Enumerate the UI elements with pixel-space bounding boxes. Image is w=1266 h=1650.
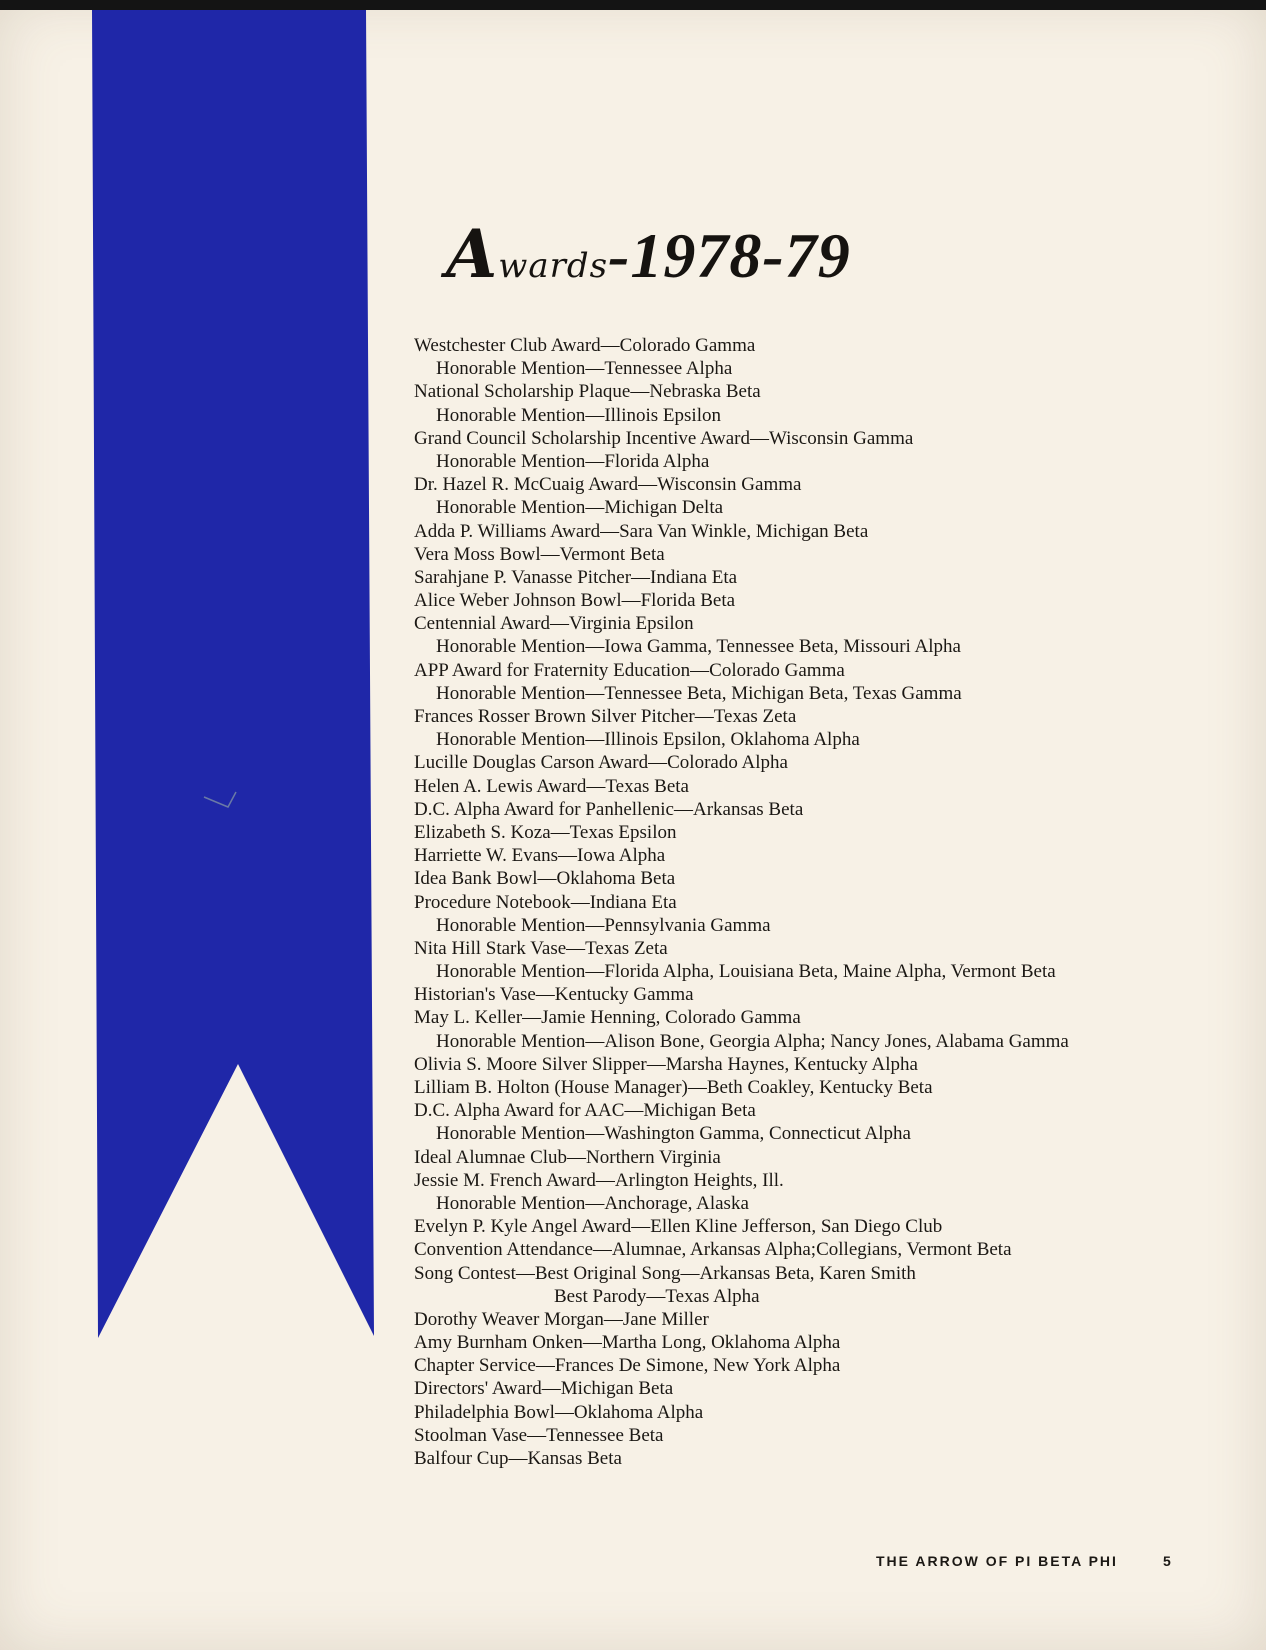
award-entry: National Scholarship Plaque—Nebraska Beta [414,381,761,403]
award-entry: Song Contest—Best Original Song—Arkansas Beta, Karen Smith [414,1262,916,1284]
award-sub-entry: Honorable Mention—Florida Alpha [436,450,710,472]
award-sub-entry: Honorable Mention—Pennsylvania Gamma [436,914,771,936]
award-entry: Lucille Douglas Carson Award—Colorado Alpha [414,752,788,774]
award-entry: Ideal Alumnae Club—Northern Virginia [414,1146,721,1168]
award-entry: Olivia S. Moore Silver Slipper—Marsha Haynes, Kentucky Alpha [414,1053,918,1075]
title-years: -1978-79 [608,220,851,291]
award-entry: Frances Rosser Brown Silver Pitcher—Texas Zeta [414,706,797,727]
award-sub-entry: Honorable Mention—Illinois Epsilon [436,404,721,426]
awards-list [414,334,1184,1470]
award-entry: Amy Burnham Onken—Martha Long, Oklahoma Alpha [414,1332,841,1354]
award-entry: Centennial Award—Virginia Epsilon [414,613,694,635]
publication-footer: THE ARROW OF PI BETA PHI [876,1553,1118,1569]
award-sub-entry: Honorable Mention—Anchorage, Alaska [436,1192,749,1214]
award-entry: Alice Weber Johnson Bowl—Florida Beta [414,590,736,612]
award-sub-entry: Honorable Mention—Iowa Gamma, Tennessee Beta, Missouri Alpha [436,636,961,658]
award-entry: Idea Bank Bowl—Oklahoma Beta [414,868,676,890]
award-sub-entry: Honorable Mention—Tennessee Alpha [436,358,733,380]
award-entry: Stoolman Vase—Tennessee Beta [414,1424,664,1446]
award-entry: Adda P. Williams Award—Sara Van Winkle, Michigan Beta [414,520,869,542]
award-sub-entry: Honorable Mention—Michigan Delta [436,497,724,519]
award-sub-entry: Honorable Mention—Florida Alpha, Louisiana Beta, Maine Alpha, Vermont Beta [436,961,1056,983]
award-entry: Elizabeth S. Koza—Texas Epsilon [414,821,677,843]
award-entry: Historian's Vase—Kentucky Gamma [414,984,694,1006]
award-entry: D.C. Alpha Award for AAC—Michigan Beta [414,1100,756,1122]
ribbon-shape [92,10,374,1338]
award-sub-entry: Honorable Mention—Tennessee Beta, Michigan Beta, Texas Gamma [436,682,962,704]
page-number: 5 [1163,1553,1171,1569]
award-sub-entry: Honorable Mention—Washington Gamma, Connecticut Alpha [436,1123,911,1145]
award-entry: Evelyn P. Kyle Angel Award—Ellen Kline Jefferson, San Diego Club [414,1216,943,1238]
award-entry: May L. Keller—Jamie Henning, Colorado Gamma [414,1007,801,1029]
award-entry: Dorothy Weaver Morgan—Jane Miller [414,1308,709,1330]
award-entry: Helen A. Lewis Award—Texas Beta [414,775,689,797]
award-entry: Philadelphia Bowl—Oklahoma Alpha [414,1401,704,1423]
award-entry: Dr. Hazel R. McCuaig Award—Wisconsin Gamma [414,474,802,496]
award-entry: Grand Council Scholarship Incentive Award—Wisconsin Gamma [414,427,914,449]
title-word: wards [498,246,609,286]
page-title [446,215,851,293]
award-entry: Directors' Award—Michigan Beta [414,1378,674,1400]
award-entry: Procedure Notebook—Indiana Eta [414,891,677,913]
award-sub-entry: Best Parody—Texas Alpha [554,1285,760,1307]
award-entry: Nita Hill Stark Vase—Texas Zeta [414,937,668,959]
award-entry: Lilliam B. Holton (House Manager)—Beth Coakley, Kentucky Beta [414,1077,933,1098]
award-sub-entry: Honorable Mention—Alison Bone, Georgia Alpha; Nancy Jones, Alabama Gamma [436,1030,1069,1052]
award-entry: Jessie M. French Award—Arlington Heights, Ill. [414,1169,784,1191]
award-entry: Chapter Service—Frances De Simone, New York Alpha [414,1355,841,1377]
award-sub-entry: Honorable Mention—Illinois Epsilon, Oklahoma Alpha [436,729,860,751]
award-entry: Convention Attendance—Alumnae, Arkansas Alpha;Collegians, Vermont Beta [414,1239,1012,1261]
award-entry: Sarahjane P. Vanasse Pitcher—Indiana Eta [414,566,738,588]
award-entry: Vera Moss Bowl—Vermont Beta [414,543,665,565]
award-entry: D.C. Alpha Award for Panhellenic—Arkansas Beta [414,798,804,820]
award-entry: Harriette W. Evans—Iowa Alpha [414,845,666,867]
award-entry: Westchester Club Award—Colorado Gamma [414,335,756,356]
award-entry: Balfour Cup—Kansas Beta [414,1448,622,1469]
title-initial: A [446,215,499,293]
award-entry: APP Award for Fraternity Education—Colorado Gamma [414,659,845,681]
